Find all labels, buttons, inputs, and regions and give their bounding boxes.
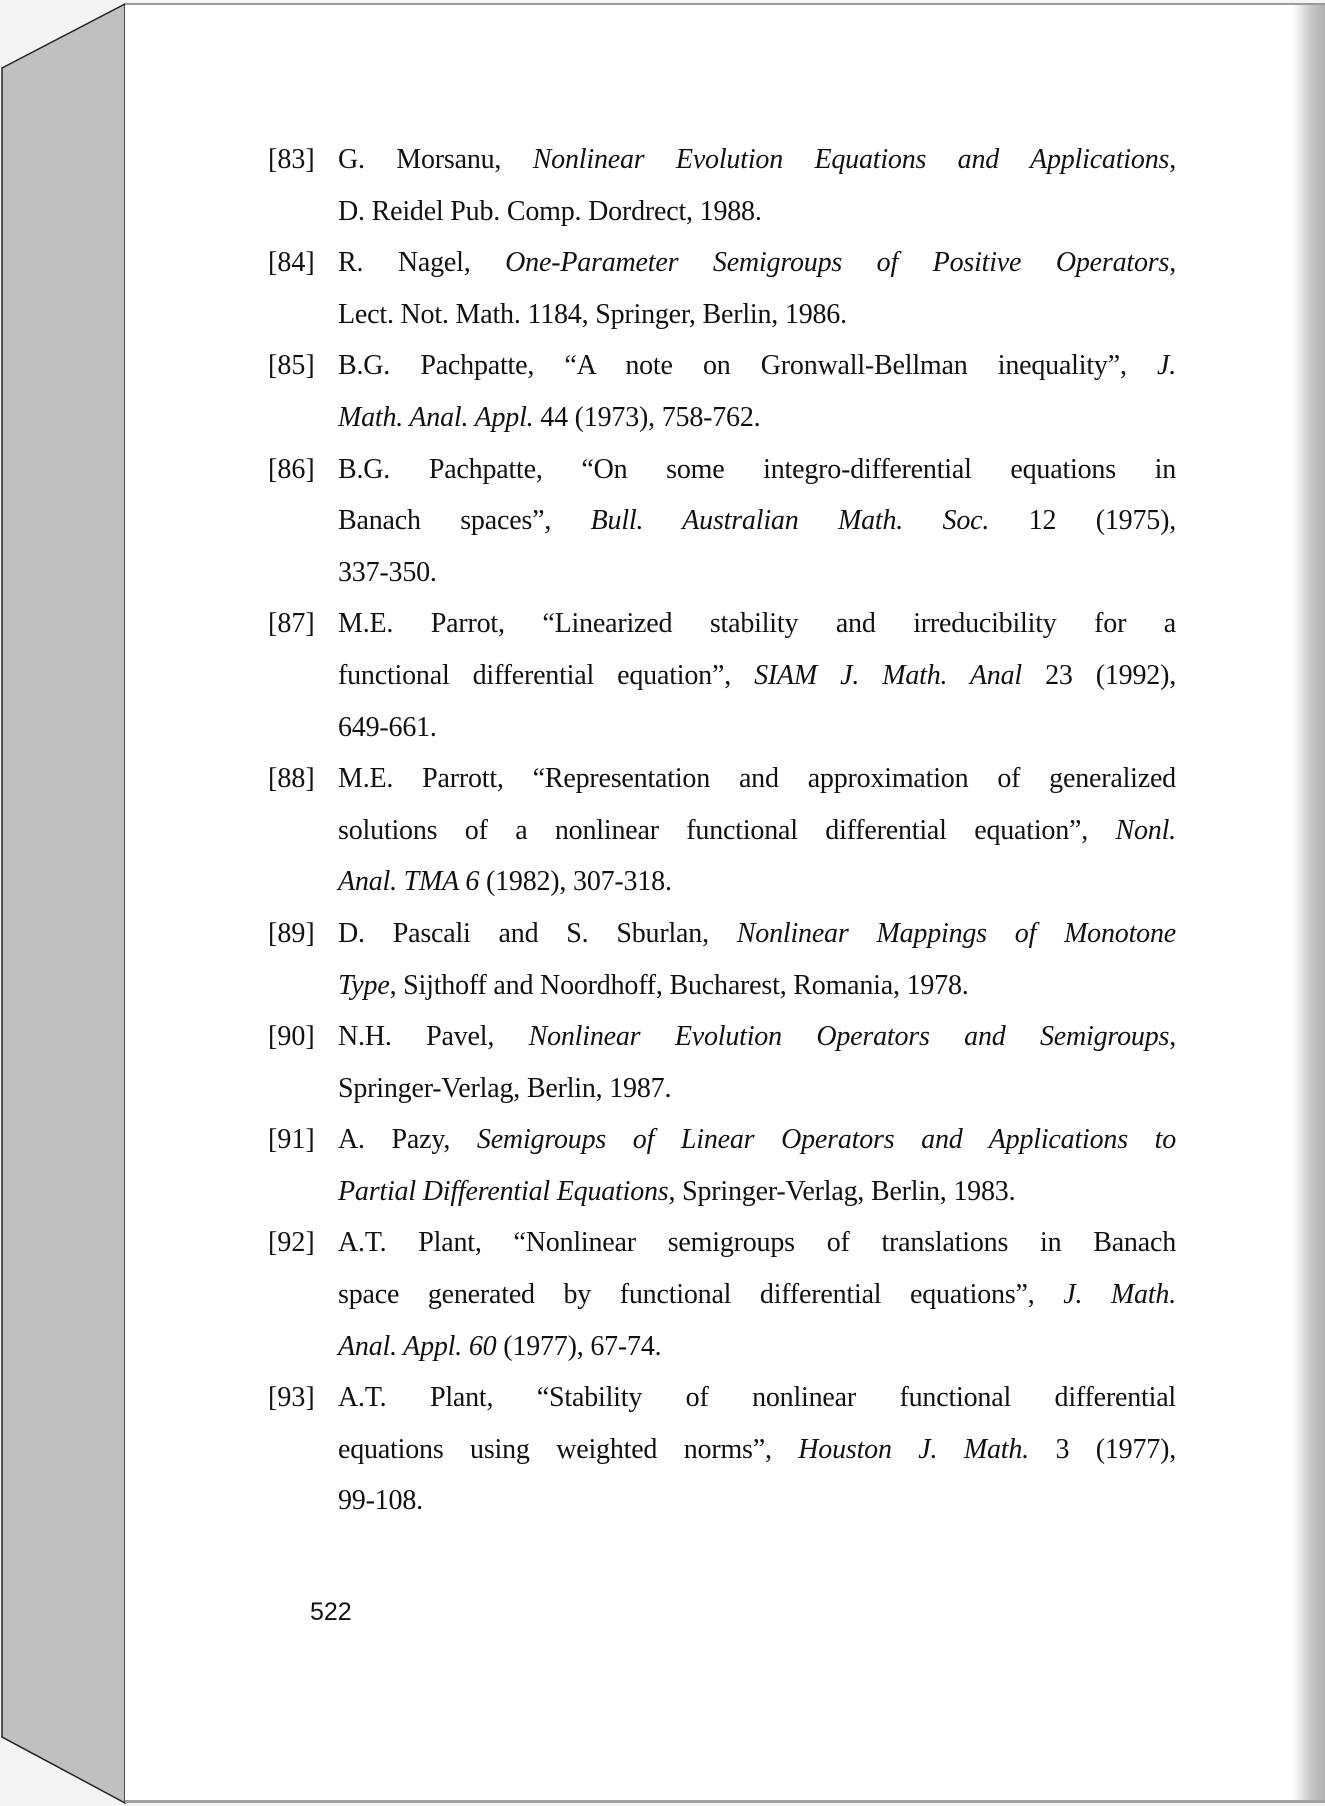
text-segment: N.H. Pavel, [338, 1021, 529, 1053]
reference-line [338, 1475, 1176, 1527]
reference-text [338, 598, 1176, 753]
text-segment: A. Pazy, [338, 1124, 477, 1156]
reference-line [338, 598, 1176, 650]
italic-title-segment: Type [338, 969, 390, 1001]
text-segment: R. Nagel, [338, 247, 506, 279]
reference-line [338, 1217, 1176, 1269]
text-segment: 3 (1977), [1028, 1433, 1177, 1465]
text-segment: , [1169, 247, 1176, 279]
reference-text [338, 134, 1176, 237]
text-segment: A.T. Plant, “Nonlinear semigroups of translations in Banach [338, 1227, 1176, 1259]
text-segment: solutions of a nonlinear functional differential equation”, [338, 814, 1116, 846]
reference-item [268, 340, 1303, 443]
reference-text [338, 1114, 1176, 1217]
text-segment: B.G. Pachpatte, “On some integro-differential equations in [338, 453, 1176, 485]
reference-line [338, 1011, 1176, 1063]
text-segment: , Springer-Verlag, Berlin, 1983. [668, 1175, 1016, 1207]
reference-item [268, 1217, 1303, 1372]
text-segment: 12 (1975), [989, 505, 1176, 537]
text-segment: , Sijthoff and Noordhoff, Bucharest, Romania, 1978. [389, 969, 969, 1001]
reference-item [268, 134, 1303, 237]
italic-title-segment: Bull. Australian Math. Soc. [590, 505, 990, 537]
reference-item [268, 908, 1303, 1011]
reference-line [338, 702, 1176, 754]
reference-line [338, 134, 1176, 186]
italic-title-segment: Anal. TMA 6 [338, 866, 480, 898]
text-segment: space generated by functional differential equations”, [338, 1279, 1064, 1311]
text-segment: M.E. Parrot, “Linearized stability and irreducibility for a [338, 608, 1176, 640]
reference-item [268, 598, 1303, 753]
text-segment: 337-350. [338, 556, 437, 588]
text-segment: Banach spaces”, [338, 505, 591, 537]
reference-number: [87] [268, 608, 315, 640]
reference-line [338, 1424, 1176, 1476]
reference-text [338, 1372, 1176, 1527]
reference-text [338, 1217, 1176, 1372]
reference-line [338, 1372, 1176, 1424]
reference-number: [83] [268, 144, 315, 175]
document-page [125, 3, 1325, 1803]
italic-title-segment: Nonlinear Evolution Equations and Applications [532, 144, 1170, 175]
reference-line [338, 1321, 1176, 1373]
page-number: 522 [310, 1598, 352, 1626]
italic-title-segment: Math. Anal. Appl. [338, 401, 534, 433]
reference-line [338, 237, 1176, 289]
reference-item [268, 1372, 1303, 1527]
text-segment: , [1169, 144, 1176, 175]
text-segment: 649-661. [338, 711, 437, 743]
text-segment: M.E. Parrott, “Representation and approximation of generalized [338, 763, 1176, 795]
reference-line [338, 960, 1176, 1012]
italic-title-segment: J. [1156, 350, 1176, 382]
reference-number: [84] [268, 247, 315, 279]
reference-line [338, 547, 1176, 599]
text-segment: G. Morsanu, [338, 144, 533, 175]
reference-number: [92] [268, 1227, 315, 1259]
italic-title-segment: SIAM J. Math. Anal [754, 659, 1022, 691]
italic-title-segment: Anal. Appl. 60 [338, 1330, 497, 1362]
reference-line [338, 340, 1176, 392]
reference-number: [85] [268, 350, 315, 382]
reference-number: [86] [268, 453, 315, 485]
text-segment: (1982), 307-318. [479, 866, 672, 898]
reference-line [338, 908, 1176, 960]
text-segment: D. Pascali and S. Sburlan, [338, 917, 737, 949]
reference-line [338, 1269, 1176, 1321]
reference-text [338, 237, 1176, 340]
text-segment: Lect. Not. Math. 1184, Springer, Berlin, 1986. [338, 298, 847, 330]
italic-title-segment: Partial Differential Equations [338, 1175, 669, 1207]
italic-title-segment: Nonlinear Mappings of Monotone [736, 917, 1176, 949]
reference-number: [91] [268, 1124, 315, 1156]
text-segment: 23 (1992), [1021, 659, 1176, 691]
reference-text [338, 753, 1176, 908]
reference-number: [88] [268, 763, 315, 795]
page-edge-shadow [1293, 5, 1325, 1800]
reference-line [338, 753, 1176, 805]
reference-line [338, 289, 1176, 341]
text-segment: 99-108. [338, 1485, 423, 1517]
reference-line [338, 1166, 1176, 1218]
reference-item [268, 1011, 1303, 1114]
reference-item [268, 444, 1303, 599]
reference-line [338, 1063, 1176, 1115]
reference-line [338, 444, 1176, 496]
text-segment: B.G. Pachpatte, “A note on Gronwall-Bellman inequality”, [338, 350, 1157, 382]
italic-title-segment: Nonl. [1115, 814, 1176, 846]
reference-line [338, 805, 1176, 857]
reference-line [338, 650, 1176, 702]
reference-item [268, 237, 1303, 340]
text-segment: functional differential equation”, [338, 659, 755, 691]
italic-title-segment: One-Parameter Semigroups of Positive Operators [505, 247, 1170, 279]
text-segment: Springer-Verlag, Berlin, 1987. [338, 1072, 672, 1104]
reference-line [338, 1114, 1176, 1166]
reference-text [338, 1011, 1176, 1114]
italic-title-segment: Nonlinear Evolution Operators and Semigroups [528, 1021, 1170, 1053]
reference-text [338, 340, 1176, 443]
text-segment: A.T. Plant, “Stability of nonlinear functional differential [338, 1382, 1176, 1414]
reference-list [268, 134, 1303, 1527]
text-segment: , [1169, 1021, 1176, 1053]
text-segment: D. Reidel Pub. Comp. Dordrect, 1988. [338, 195, 762, 227]
text-segment: (1977), 67-74. [496, 1330, 662, 1362]
text-segment: 44 (1973), 758-762. [533, 401, 761, 433]
italic-title-segment: Semigroups of Linear Operators and Applications to [476, 1124, 1177, 1156]
italic-title-segment: J. Math. [1063, 1279, 1176, 1311]
reference-number: [93] [268, 1382, 315, 1414]
reference-number: [89] [268, 917, 315, 949]
italic-title-segment: Houston J. Math. [798, 1433, 1029, 1465]
reference-line [338, 186, 1176, 238]
reference-item [268, 753, 1303, 908]
reference-number: [90] [268, 1021, 315, 1053]
reference-text [338, 908, 1176, 1011]
reference-text [338, 444, 1176, 599]
text-segment: equations using weighted norms”, [338, 1433, 799, 1465]
book-spine [0, 0, 130, 1806]
reference-line [338, 495, 1176, 547]
reference-line [338, 392, 1176, 444]
reference-item [268, 1114, 1303, 1217]
reference-line [338, 856, 1176, 908]
